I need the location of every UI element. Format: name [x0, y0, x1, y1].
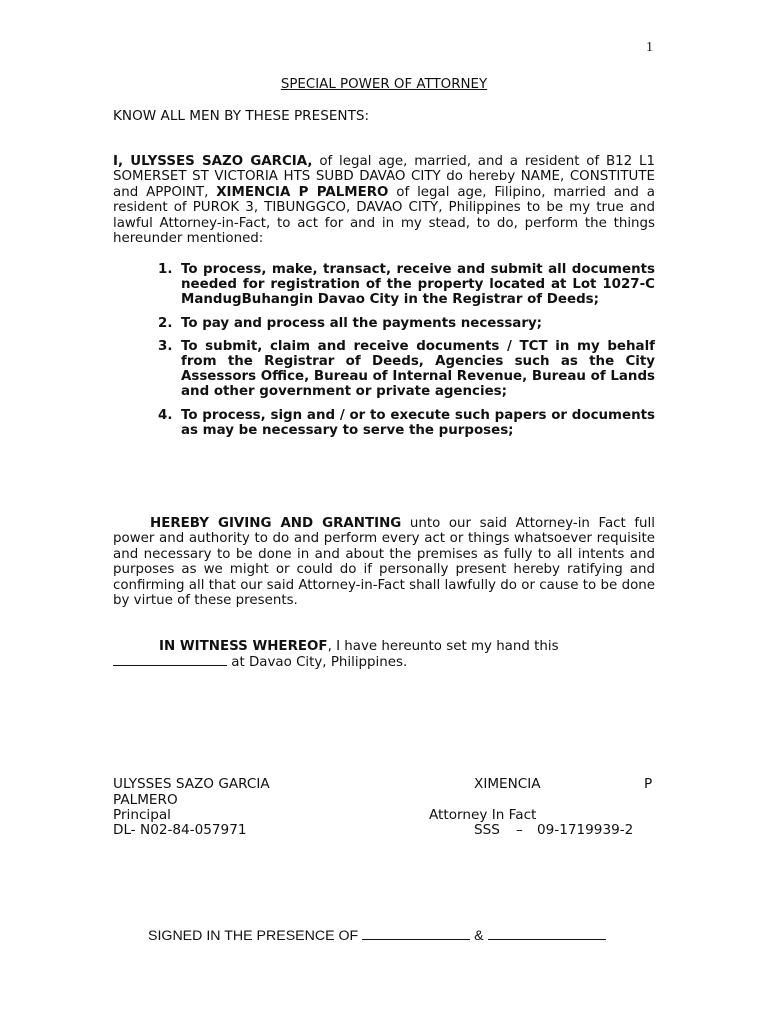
power-number: 4. — [158, 407, 173, 423]
principal-name: ULYSSES SAZO GARCIA — [113, 776, 270, 792]
attorney-name-last: PALMERO — [113, 792, 178, 808]
power-item — [158, 315, 655, 331]
attorney-name-first: XIMENCIA — [474, 776, 541, 792]
intro-paragraph — [113, 154, 655, 246]
granting-heading: HEREBY GIVING AND GRANTING — [150, 516, 402, 531]
power-text: To process, make, transact, receive and submit all documents needed for registration of the property located at Lot 1027-C MandugBuhangin Davao City in the Registrar of Deeds; — [181, 262, 655, 308]
signed-presence-text: SIGNED IN THE PRESENCE OF — [148, 928, 359, 944]
power-text: To pay and process all the payments necessary; — [181, 315, 543, 331]
witness-text-2: at Davao City, Philippines. — [227, 655, 408, 671]
power-item — [158, 338, 655, 400]
witness-paragraph — [113, 639, 655, 671]
principal-declaration: I, ULYSSES SAZO GARCIA, — [113, 154, 313, 169]
powers-list — [158, 262, 655, 446]
attorney-name-initial: P — [644, 776, 653, 792]
signed-presence-line — [148, 928, 606, 944]
attorney-id-value: 09-1719939-2 — [537, 822, 634, 838]
power-item — [158, 407, 655, 438]
power-text: To submit, claim and receive documents / TCT in my behalf from the Registrar of Deeds, Agencies such as the City Assessors Office, Bureau of Internal Revenue, Bureau of Lands and other government or private agencies; — [181, 338, 655, 400]
power-number: 2. — [158, 315, 173, 331]
witness-heading: IN WITNESS WHEREOF — [159, 639, 328, 654]
page-number: 1 — [646, 40, 653, 55]
salutation: KNOW ALL MEN BY THESE PRESENTS: — [113, 108, 370, 124]
document-title: SPECIAL POWER OF ATTORNEY — [280, 77, 488, 92]
witness-blank-line-1 — [362, 929, 470, 940]
principal-role: Principal — [113, 807, 171, 823]
granting-paragraph — [113, 516, 655, 608]
attorney-id-dash: – — [516, 822, 523, 838]
attorney-name: XIMENCIA P PALMERO — [216, 184, 389, 200]
ampersand: & — [474, 928, 484, 944]
witness-text-1: , I have hereunto set my hand this — [327, 639, 559, 654]
date-blank-line — [113, 654, 227, 666]
intro-text-2: of legal age, Filipino, married and a resident of PUROK 3, TIBUNGGCO, DAVAO CITY, Philippines to be my true and lawful Attorney-in-Fact, to act for and in my stead, to do, perform the things hereunder mentioned: — [113, 184, 656, 247]
granting-text: unto our said Attorney-in Fact full power and authority to do and perform every act or things whatsoever requisite and necessary to be done in and about the premises as fully to all intents and purposes as we might or could do if personally present hereby ratifying and confirming all that our said Attorney-in-Fact shall lawfully do or cause to be done by virtue of these presents. — [113, 516, 655, 609]
power-number: 3. — [158, 338, 173, 354]
intro-text-1: of legal age, married, and a resident of B12 L1 SOMERSET ST VICTORIA HTS SUBD DAVAO CITY do hereby NAME, CONSTITUTE and APPOINT, — [113, 154, 655, 200]
power-item — [158, 262, 655, 308]
attorney-role: Attorney In Fact — [429, 807, 537, 823]
witness-blank-line-2 — [488, 929, 606, 940]
power-number: 1. — [158, 262, 173, 277]
attorney-id-label: SSS — [474, 822, 500, 838]
principal-id: DL- N02-84-057971 — [113, 822, 247, 838]
power-text: To process, sign and / or to execute such papers or documents as may be necessary to serve the purposes; — [181, 407, 655, 438]
